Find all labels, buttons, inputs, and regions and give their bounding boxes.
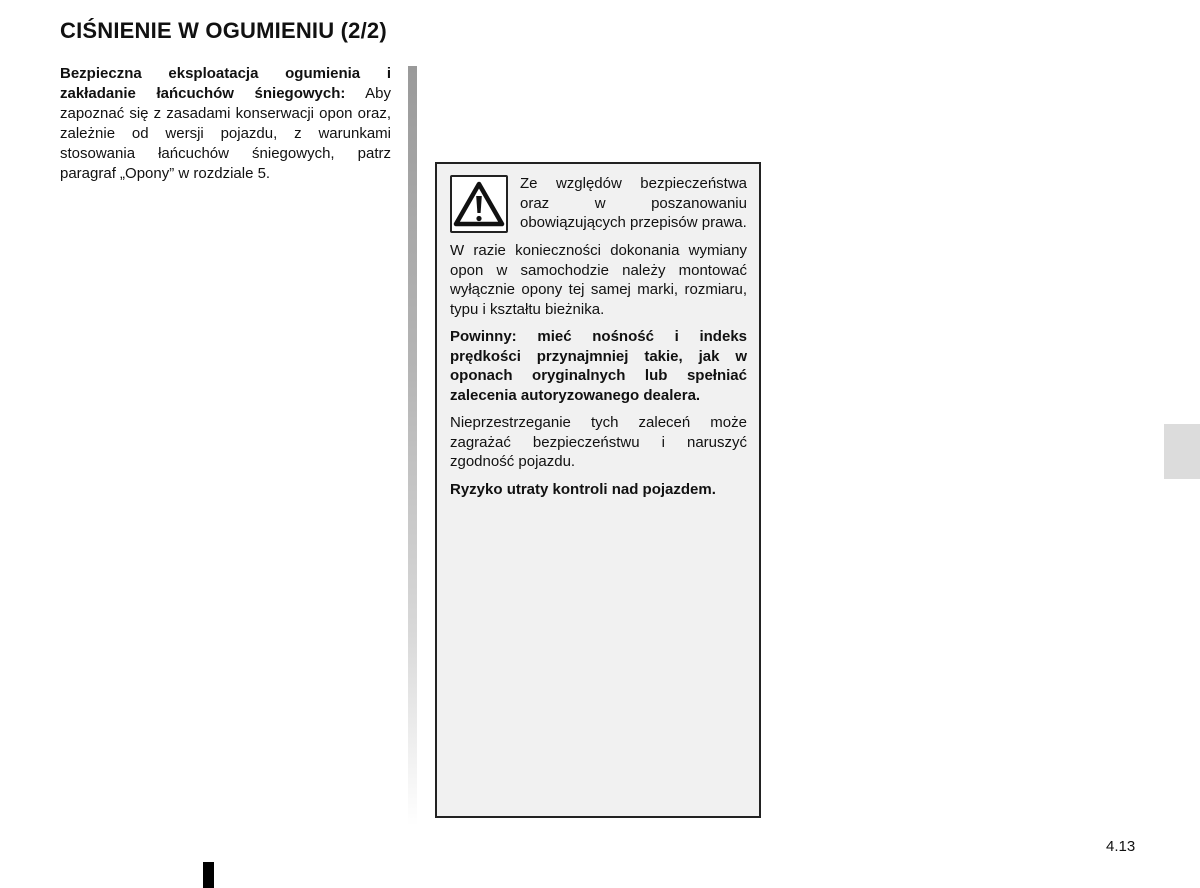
- tire-safety-lead: Bezpieczna eksploatacja ogumienia i zakładanie łańcuchów śniegowych:: [60, 65, 391, 102]
- tire-safety-paragraph: [60, 64, 391, 184]
- page-title: CIŚNIENIE W OGUMIENIU (2/2): [60, 18, 387, 43]
- tire-safety-body: Aby zapoznać się z zasadami konserwacji opon oraz, zależnie od wersji pojazdu, z warunkami stosowania łańcuchów śniegowych, patrz paragraf „Opony” w rozdziale 5.: [60, 85, 392, 182]
- warning-header: [450, 174, 747, 233]
- warning-intro: Ze względów bezpieczeństwa oraz w poszanowaniu obowiązujących przepisów prawa.: [520, 175, 747, 231]
- warning-triangle-icon: [450, 175, 508, 233]
- loss-of-control-warning: Ryzyko utraty kontroli nad pojazdem.: [450, 480, 716, 498]
- tire-replacement-paragraph: W razie konieczności dokonania wymiany opon w samochodzie należy montować wyłącznie opony tej samej marki, rozmiaru, typu i kształtu bieżnika.: [450, 242, 747, 318]
- page-number: 4.13: [1106, 838, 1136, 855]
- column-divider-bar: [408, 66, 417, 826]
- non-compliance-paragraph: Nieprzestrzeganie tych zaleceń może zagrażać bezpieczeństwu i naruszyć zgodność pojazdu.: [450, 414, 747, 470]
- print-crop-mark: [203, 862, 214, 888]
- section-tab-marker: [1164, 424, 1200, 479]
- load-speed-index-paragraph: Powinny: mieć nośność i indeks prędkości przynajmniej takie, jak w oponach oryginalnych lub spełniać zalecenia autoryzowanego dealera.: [450, 328, 747, 404]
- warning-box: [435, 162, 761, 818]
- tire-safety-section: [60, 64, 391, 184]
